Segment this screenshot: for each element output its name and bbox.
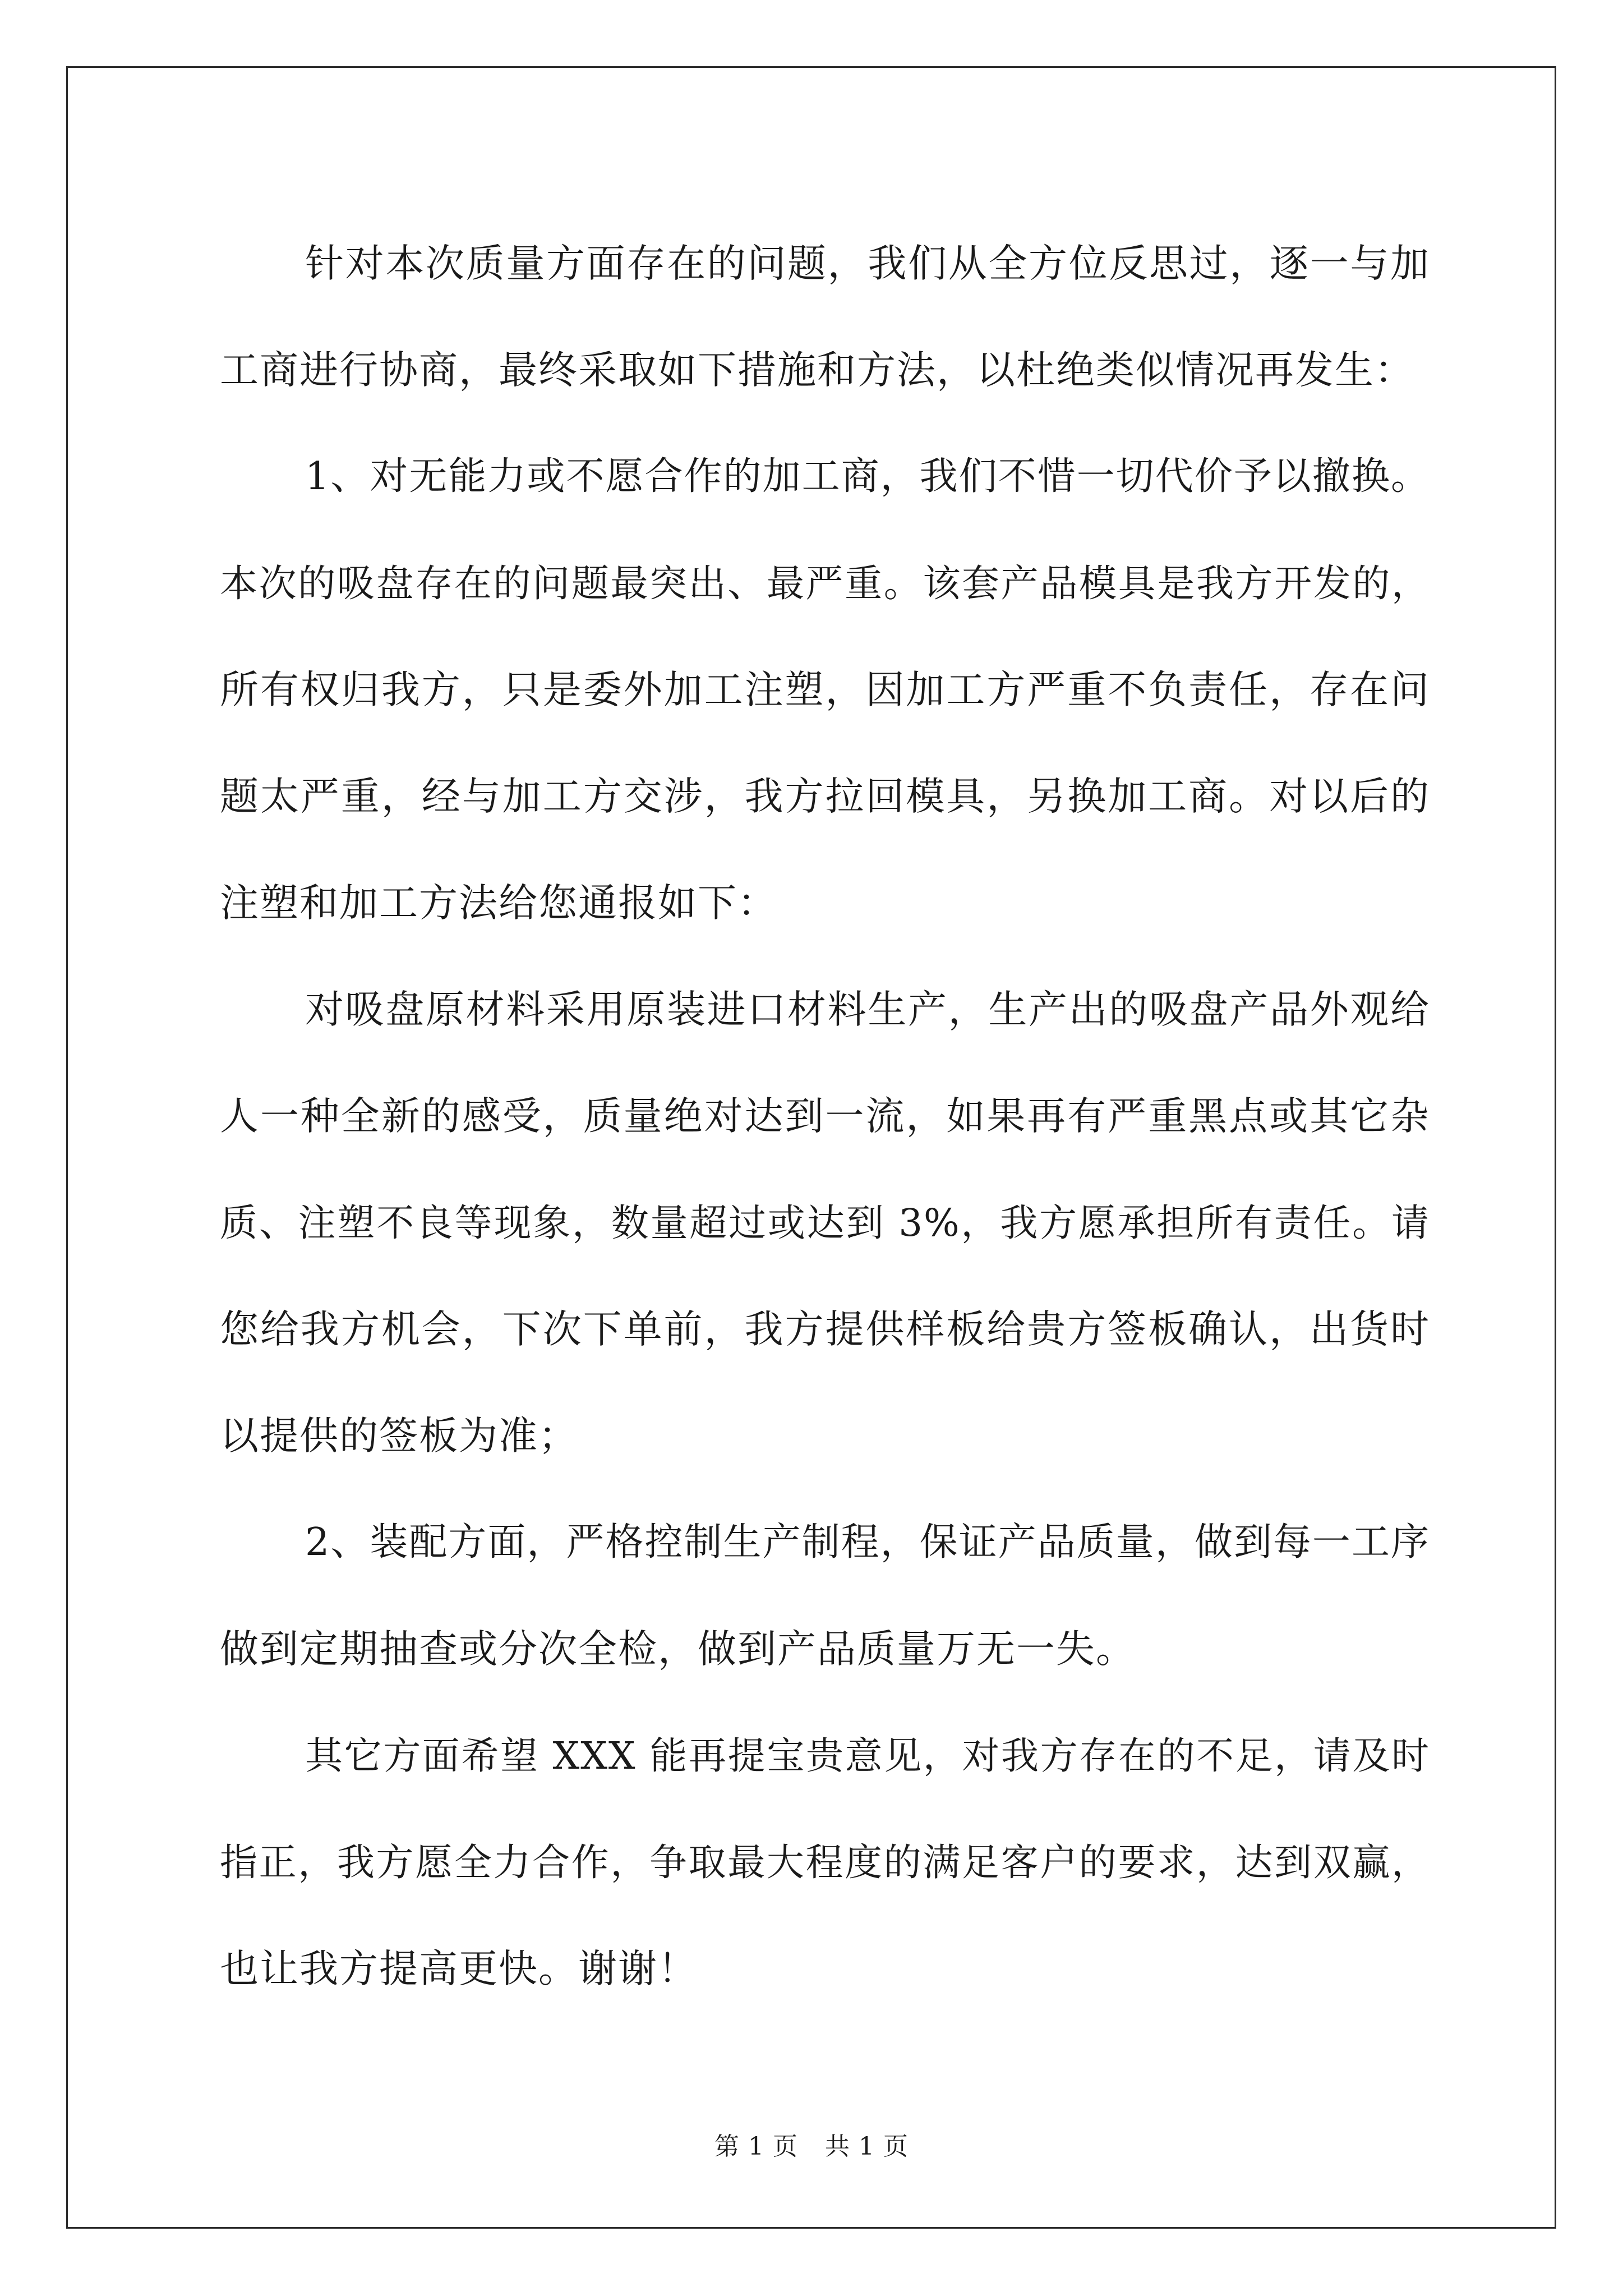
text-line: 做到定期抽查或分次全检，做到产品质量万无一失。 [220,1627,1136,1672]
text-line: 注塑和加工方法给您通报如下： [220,881,777,926]
page-footer [0,2126,1623,2162]
page-number-total: 共 1 页 [825,2132,909,2161]
text-line: 也让我方提高更快。谢谢！ [220,1947,698,1991]
text-line: 指正，我方愿全力合作，争取最大程度的满足客户的要求，达到双赢， [220,1841,1430,1884]
text-line: 其它方面希望 XXX 能再提宝贵意见，对我方存在的不足，请及时 [305,1734,1430,1778]
paragraph [135,956,1430,1489]
text-line: 人一种全新的感受，质量绝对达到一流，如果再有严重黑点或其它杂 [220,1094,1430,1139]
text-line: 对吸盘原材料采用原装进口材料生产，生产出的吸盘产品外观给 [305,987,1430,1032]
text-line: 质、注塑不良等现象，数量超过或达到 3%，我方愿承担所有责任。请 [220,1201,1430,1245]
text-line: 题太严重，经与加工方交涉，我方拉回模具，另换加工商。对以后的 [220,774,1430,819]
document-body [135,210,1430,2022]
text-line: 您给我方机会，下次下单前，我方提供样板给贵方签板确认，出货时 [220,1307,1430,1352]
text-line: 针对本次质量方面存在的问题，我们从全方位反思过，逐一与加 [305,241,1430,286]
page-number-current: 第 1 页 [714,2132,798,2161]
text-line: 本次的吸盘存在的问题最突出、最严重。该套产品模具是我方开发的， [220,562,1430,605]
text-line: 以提供的签板为准； [220,1414,578,1458]
text-line: 2、装配方面，严格控制生产制程，保证产品质量，做到每一工序 [305,1520,1430,1565]
text-line: 1、对无能力或不愿合作的加工商，我们不惜一切代价予以撤换。 [305,454,1430,499]
paragraph [135,1703,1430,2022]
paragraph [135,1489,1430,1703]
text-line: 所有权归我方，只是委外加工注塑，因加工方严重不负责任，存在问 [220,668,1430,712]
paragraph [135,424,1430,956]
text-line: 工商进行协商，最终采取如下措施和方法，以杜绝类似情况再发生： [220,348,1414,393]
paragraph [135,210,1430,424]
